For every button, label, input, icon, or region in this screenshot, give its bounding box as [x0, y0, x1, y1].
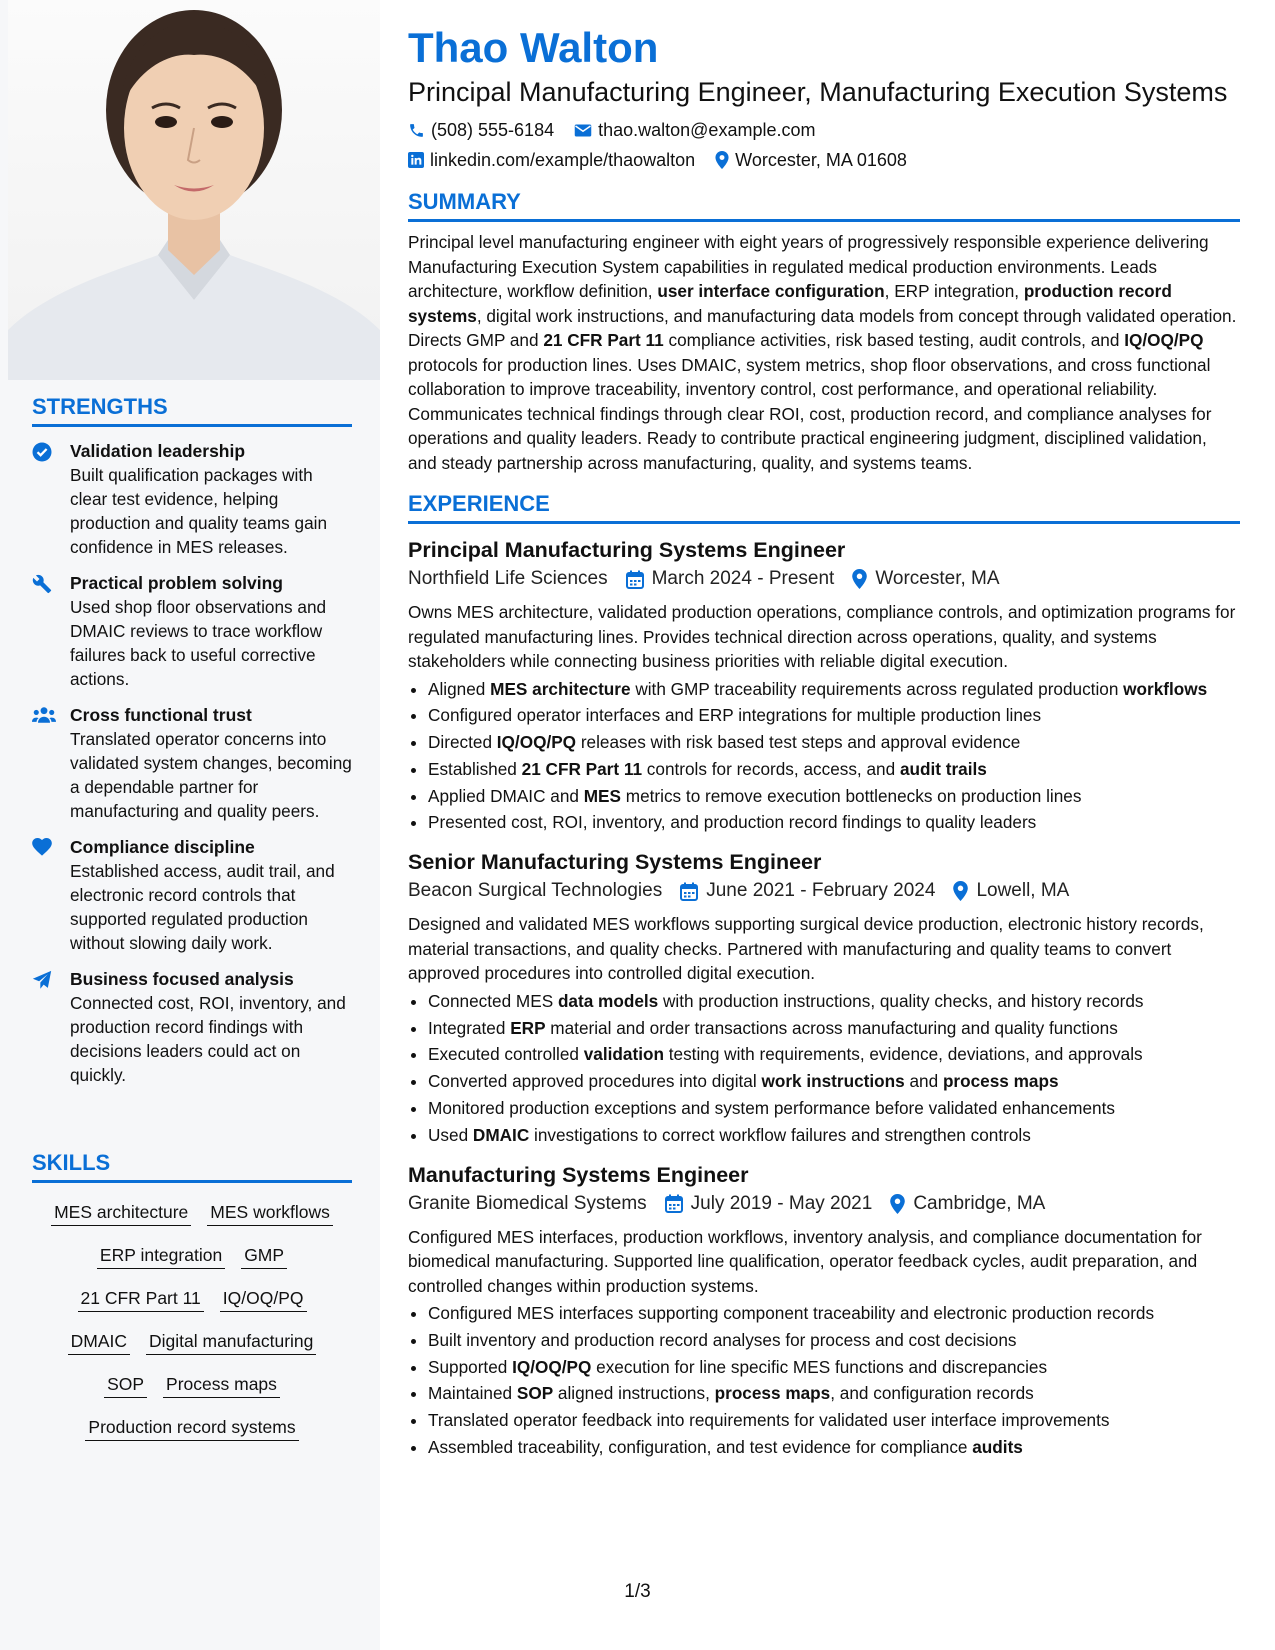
bullet-item — [428, 1041, 1240, 1068]
calendar-icon — [665, 1194, 683, 1213]
job-dates-text: July 2019 - May 2021 — [690, 1192, 873, 1214]
job-meta — [408, 876, 1240, 906]
email-text: thao.walton@example.com — [598, 120, 816, 140]
bold-text: MES — [583, 785, 621, 806]
job-location — [953, 876, 1069, 906]
text-run: Built inventory and production record analyses for process and cost decisions — [428, 1329, 1017, 1350]
bullet-item — [428, 809, 1240, 836]
strengths-list — [32, 439, 352, 1087]
location-text: Worcester, MA 01608 — [735, 150, 907, 170]
text-run: Configured operator interfaces and ERP integrations for multiple production lines — [428, 705, 1042, 726]
company-name: Northfield Life Sciences — [408, 568, 608, 589]
job-description: Designed and validated MES workflows supporting surgical device production, electronic history records, material transactions, and quality checks. Partnered with manufacturing and quality teams to convert approved procedures into controlled digital execution. — [408, 914, 1204, 984]
text-run: aligned instructions, — [553, 1383, 715, 1404]
text-run: Supported — [428, 1356, 513, 1377]
skill-tag: ERP integration — [97, 1242, 225, 1269]
text-run: Executed controlled — [428, 1044, 584, 1065]
job-title: Principal Manufacturing Systems Engineer — [408, 538, 846, 562]
skills-list — [32, 1191, 352, 1449]
linkedin-contact[interactable] — [408, 145, 695, 175]
skill-tag: Digital manufacturing — [146, 1328, 316, 1355]
bullet-item — [428, 1354, 1240, 1381]
experience-list — [408, 536, 1240, 1461]
text-run: Integrated — [428, 1017, 511, 1038]
phone-contact[interactable] — [408, 115, 554, 145]
text-run: metrics to remove execution bottlenecks on production lines — [620, 785, 1082, 806]
bullet-item — [428, 1327, 1240, 1354]
contact-row-2 — [408, 145, 1240, 175]
skill-tag: Process maps — [163, 1371, 280, 1398]
envelope-icon — [574, 123, 592, 138]
job-location — [890, 1189, 1045, 1219]
strength-description: Used shop floor observations and DMAIC reviews to trace workflow failures back to useful corrective actions. — [70, 597, 327, 689]
candidate-name: Thao Walton — [408, 24, 659, 71]
job-entry — [408, 1161, 1240, 1461]
strengths-heading: STRENGTHS — [32, 394, 352, 427]
company-name: Beacon Surgical Technologies — [408, 880, 663, 902]
bullet-item — [428, 1015, 1240, 1042]
text-run: Aligned — [428, 678, 491, 699]
job-location-text: Cambridge, MA — [913, 1192, 1046, 1214]
job-dates — [626, 564, 835, 594]
text-run: Connected MES — [428, 990, 558, 1011]
text-run: controls for records, access, and — [642, 758, 900, 779]
bullet-item — [428, 1068, 1240, 1095]
map-pin-icon — [852, 569, 867, 589]
text-run: protocols for production lines. Uses DMAIC, system metrics, shop floor observations, and cross functional collaboration to improve traceability, inventory control, cost performance, and operational reliability. Communicates technical findings through clear ROI, cost, production record, and compliance analyses for operations and quality leaders. Ready to contribute practical engineering judgment, disciplined validation, and steady partnership across manufacturing, quality, and systems teams. — [408, 354, 1212, 473]
bold-text: process maps — [942, 1071, 1059, 1092]
heart-icon — [32, 835, 70, 955]
job-dates — [665, 1189, 873, 1219]
skill-tag: 21 CFR Part 11 — [78, 1285, 204, 1312]
calendar-icon — [680, 882, 698, 901]
map-pin-icon — [890, 1194, 905, 1214]
calendar-icon — [626, 570, 644, 589]
paper-plane-icon — [32, 967, 70, 1087]
job-title: Senior Manufacturing Systems Engineer — [408, 850, 822, 875]
skill-tag: IQ/OQ/PQ — [220, 1285, 307, 1312]
bold-text: IQ/OQ/PQ — [1124, 330, 1204, 350]
job-entry — [408, 848, 1240, 1148]
bold-text: validation — [583, 1044, 664, 1065]
bullet-item — [428, 676, 1240, 703]
bold-text: user interface configuration — [657, 281, 885, 301]
text-run: with GMP traceability requirements across regulated production — [630, 678, 1124, 699]
text-run: Monitored production exceptions and system performance before validated enhancements — [428, 1097, 1115, 1118]
bullet-item — [428, 756, 1240, 783]
job-description: Configured MES interfaces, production workflows, inventory analysis, and compliance documentation for biomedical manufacturing. Supported line qualification, operator feedback cycles, audit preparation, and controlled changes within production systems. — [408, 1226, 1202, 1296]
strength-title: Practical problem solving — [70, 573, 283, 593]
strength-description: Connected cost, ROI, inventory, and production record findings with decisions leaders could act on quickly. — [70, 993, 346, 1085]
email-contact[interactable] — [574, 115, 815, 145]
job-meta — [408, 564, 1240, 594]
contact-row-1 — [408, 115, 1240, 145]
job-dates-text: March 2024 - Present — [651, 568, 835, 589]
experience-heading: EXPERIENCE — [408, 491, 1240, 524]
job-title: Manufacturing Systems Engineer — [408, 1162, 749, 1187]
text-run: Principal level manufacturing engineer with eight years of progressively responsible experience delivering Manufacturing Execution System capabilities in regulated medical production environments. Leads architecture, workflow definition, — [408, 232, 1209, 301]
job-bullets — [408, 676, 1240, 837]
skill-tag: MES architecture — [51, 1199, 191, 1226]
bullet-item — [428, 1434, 1240, 1461]
bold-text: DMAIC — [472, 1124, 530, 1145]
summary-text — [408, 230, 1240, 475]
text-run: Configured MES interfaces supporting component traceability and electronic production records — [428, 1303, 1155, 1324]
strength-body — [70, 571, 352, 691]
bold-text: SOP — [516, 1383, 554, 1404]
text-run: releases with risk based test steps and approval evidence — [576, 732, 1021, 753]
phone-text: (508) 555-6184 — [431, 120, 555, 140]
candidate-title: Principal Manufacturing Engineer, Manufacturing Execution Systems — [408, 77, 1228, 107]
job-location — [852, 564, 999, 594]
bold-text: 21 CFR Part 11 — [521, 758, 643, 779]
phone-icon — [408, 122, 425, 139]
skill-tag: MES workflows — [207, 1199, 333, 1226]
bold-text: IQ/OQ/PQ — [512, 1356, 592, 1377]
bold-text: production record systems — [408, 281, 1172, 326]
text-run: , ERP integration, — [884, 281, 1024, 301]
job-location-text: Lowell, MA — [976, 880, 1070, 902]
page-number: 1/3 — [624, 1581, 651, 1602]
profile-photo — [8, 0, 380, 380]
skill-tag: Production record systems — [85, 1414, 298, 1441]
strength-title: Compliance discipline — [70, 837, 255, 857]
users-icon — [32, 703, 70, 823]
text-run: material and order transactions across manufacturing and quality functions — [545, 1017, 1118, 1038]
bullet-item — [428, 1122, 1240, 1149]
check-circle-icon — [32, 439, 70, 559]
text-run: investigations to correct workflow failures and strengthen controls — [529, 1124, 1031, 1145]
bold-text: audits — [972, 1437, 1023, 1458]
skill-tag: GMP — [241, 1242, 287, 1269]
job-description: Owns MES architecture, validated production operations, compliance controls, and optimization programs for regulated manufacturing lines. Provides technical direction across operations, quality, and systems stakeholders while connecting business priorities with reliable digital execution. — [408, 602, 1236, 671]
text-run: Established — [428, 758, 522, 779]
strength-item — [32, 439, 352, 559]
bold-text: IQ/OQ/PQ — [496, 732, 577, 753]
bullet-item — [428, 783, 1240, 810]
text-run: testing with requirements, evidence, deviations, and approvals — [663, 1044, 1143, 1065]
bullet-item — [428, 1407, 1240, 1434]
text-run: Presented cost, ROI, inventory, and production record findings to quality leaders — [428, 812, 1037, 833]
strengths-section — [32, 394, 352, 1087]
job-dates-text: June 2021 - February 2024 — [706, 880, 936, 902]
strength-title: Validation leadership — [70, 441, 246, 461]
strength-item — [32, 967, 352, 1087]
skills-heading: SKILLS — [32, 1150, 352, 1183]
text-run: execution for line specific MES functions and discrepancies — [591, 1356, 1048, 1377]
linkedin-icon — [408, 152, 424, 168]
text-run: , and configuration records — [830, 1383, 1034, 1404]
skill-tag: DMAIC — [68, 1328, 130, 1355]
bullet-item — [428, 702, 1240, 729]
strength-body — [70, 967, 352, 1087]
strength-item — [32, 835, 352, 955]
bold-text: process maps — [714, 1383, 831, 1404]
bullet-item — [428, 988, 1240, 1015]
map-pin-icon — [953, 881, 968, 901]
bold-text: data models — [557, 990, 659, 1011]
skills-section — [32, 1150, 352, 1449]
job-meta — [408, 1189, 1240, 1219]
bold-text: 21 CFR Part 11 — [543, 330, 664, 350]
main-content — [408, 22, 1240, 1461]
text-run: Assembled traceability, configuration, and test evidence for compliance — [428, 1437, 973, 1458]
strength-title: Business focused analysis — [70, 969, 294, 989]
strength-body — [70, 835, 352, 955]
strength-description: Built qualification packages with clear test evidence, helping production and quality teams gain confidence in MES releases. — [70, 465, 328, 557]
strength-description: Translated operator concerns into validated system changes, becoming a dependable partner for manufacturing and quality peers. — [70, 729, 352, 821]
strength-item — [32, 703, 352, 823]
strength-description: Established access, audit trail, and electronic record controls that supported regulated production without slowing daily work. — [70, 861, 335, 953]
linkedin-text: linkedin.com/example/thaowalton — [430, 150, 696, 170]
text-run: Directed — [428, 732, 497, 753]
job-bullets — [408, 988, 1240, 1149]
bold-text: ERP — [510, 1017, 546, 1038]
company-name: Granite Biomedical Systems — [408, 1192, 647, 1214]
summary-heading: SUMMARY — [408, 189, 1240, 222]
bold-text: workflows — [1123, 678, 1208, 699]
text-run: Converted approved procedures into digital — [428, 1071, 762, 1092]
text-run: Used — [428, 1124, 473, 1145]
text-run: Applied DMAIC and — [428, 785, 584, 806]
bullet-item — [428, 1380, 1240, 1407]
bold-text: work instructions — [761, 1071, 905, 1092]
job-bullets — [408, 1300, 1240, 1461]
bullet-item — [428, 1095, 1240, 1122]
job-dates — [680, 876, 935, 906]
strength-title: Cross functional trust — [70, 705, 252, 725]
bullet-item — [428, 729, 1240, 756]
strength-body — [70, 703, 352, 823]
sidebar — [0, 0, 380, 1650]
map-pin-icon — [715, 151, 729, 169]
wrench-icon — [32, 571, 70, 691]
bullet-item — [428, 1300, 1240, 1327]
strength-item — [32, 571, 352, 691]
text-run: with production instructions, quality checks, and history records — [658, 990, 1144, 1011]
text-run: Maintained — [428, 1383, 517, 1404]
text-run: compliance activities, risk based testing, audit controls, and — [663, 330, 1125, 350]
bold-text: audit trails — [899, 758, 987, 779]
text-run: Translated operator feedback into requirements for validated user interface improvements — [428, 1410, 1110, 1431]
job-entry — [408, 536, 1240, 836]
text-run: , digital work instructions, and manufacturing data models from concept through validated operation. Directs GMP and — [408, 305, 1237, 350]
job-location-text: Worcester, MA — [875, 568, 1000, 589]
skill-tag: SOP — [104, 1371, 147, 1398]
location-contact — [715, 145, 907, 175]
text-run: and — [904, 1071, 943, 1092]
bold-text: MES architecture — [490, 678, 631, 699]
strength-body — [70, 439, 352, 559]
